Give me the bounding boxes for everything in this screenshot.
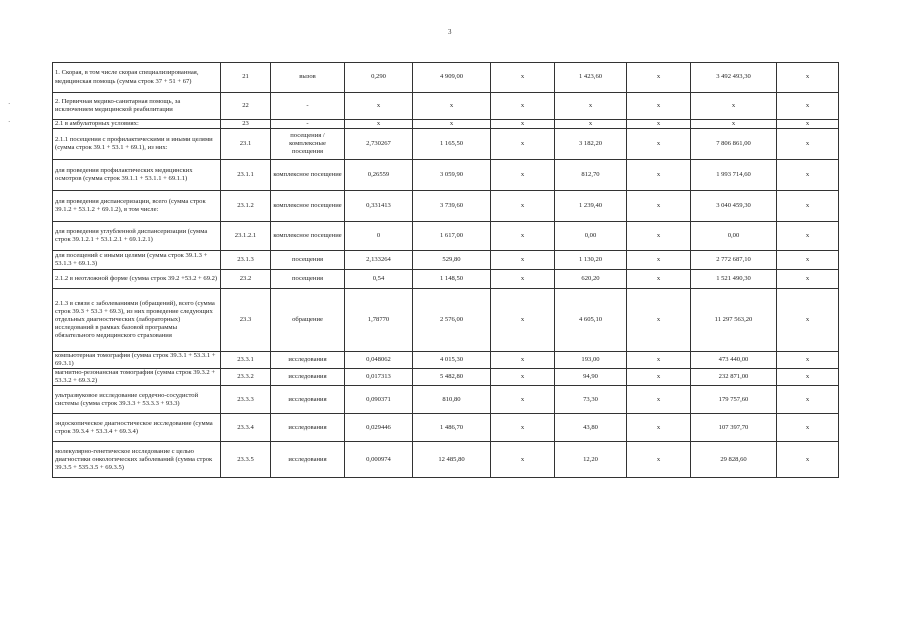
- col9-cell: 107 397,70: [691, 414, 777, 442]
- col9-cell: х: [691, 93, 777, 120]
- row-name-cell: ультразвуковое исследование сердечно-сосудистой системы (сумма строк 39.3.3 + 53.3.3 + 93.3): [53, 386, 221, 414]
- norm-cell: 0,26559: [345, 160, 413, 191]
- col8-cell: х: [627, 270, 691, 289]
- col7-cell: 1 239,40: [555, 191, 627, 222]
- table-row: [53, 251, 839, 270]
- table-row: [53, 442, 839, 478]
- col7-cell: 193,00: [555, 352, 627, 369]
- col10-cell: х: [777, 386, 839, 414]
- col8-cell: х: [627, 251, 691, 270]
- table-row: [53, 63, 839, 93]
- col9-cell: 3 492 493,30: [691, 63, 777, 93]
- row-code-cell: 23: [221, 120, 271, 129]
- col9-cell: 29 828,60: [691, 442, 777, 478]
- col7-cell: 43,80: [555, 414, 627, 442]
- table-row: [53, 289, 839, 352]
- row-code-cell: 23.3.5: [221, 442, 271, 478]
- cost-cell: х: [413, 120, 491, 129]
- col6-cell: х: [491, 93, 555, 120]
- unit-cell: исследования: [271, 414, 345, 442]
- col9-cell: 1 993 714,60: [691, 160, 777, 191]
- norm-cell: х: [345, 93, 413, 120]
- col9-cell: 473 440,00: [691, 352, 777, 369]
- tariff-table: [52, 62, 839, 478]
- unit-cell: исследования: [271, 442, 345, 478]
- cost-cell: 810,80: [413, 386, 491, 414]
- col8-cell: х: [627, 191, 691, 222]
- col10-cell: х: [777, 63, 839, 93]
- norm-cell: 2,730267: [345, 129, 413, 160]
- col8-cell: х: [627, 120, 691, 129]
- row-code-cell: 22: [221, 93, 271, 120]
- cost-cell: 5 482,80: [413, 369, 491, 386]
- row-name-cell: эндоскопическое диагностическое исследование (сумма строк 39.3.4 + 53.3.4 + 69.3.4): [53, 414, 221, 442]
- table-row: [53, 386, 839, 414]
- col10-cell: х: [777, 129, 839, 160]
- col6-cell: х: [491, 191, 555, 222]
- col10-cell: х: [777, 160, 839, 191]
- col7-cell: 12,20: [555, 442, 627, 478]
- cost-cell: 12 485,80: [413, 442, 491, 478]
- col8-cell: х: [627, 352, 691, 369]
- col7-cell: х: [555, 93, 627, 120]
- cost-cell: 3 739,60: [413, 191, 491, 222]
- row-code-cell: 23.1.2: [221, 191, 271, 222]
- cost-cell: 1 486,70: [413, 414, 491, 442]
- col10-cell: х: [777, 222, 839, 251]
- col10-cell: х: [777, 442, 839, 478]
- norm-cell: 0,54: [345, 270, 413, 289]
- cost-cell: 1 148,50: [413, 270, 491, 289]
- col9-cell: 2 772 687,10: [691, 251, 777, 270]
- col8-cell: х: [627, 160, 691, 191]
- col9-cell: х: [691, 120, 777, 129]
- norm-cell: 2,133264: [345, 251, 413, 270]
- cost-cell: 1 617,00: [413, 222, 491, 251]
- col6-cell: х: [491, 251, 555, 270]
- row-name-cell: молекулярно-генетическое исследование с целью диагностики онкологических заболеваний (сумма строк 39.3.5 + 535.3.5 + 69.3.5): [53, 442, 221, 478]
- col7-cell: 0,00: [555, 222, 627, 251]
- col9-cell: 232 871,00: [691, 369, 777, 386]
- norm-cell: 0,290: [345, 63, 413, 93]
- col6-cell: х: [491, 289, 555, 352]
- margin-mark: ·: [8, 100, 11, 108]
- col10-cell: х: [777, 369, 839, 386]
- col6-cell: х: [491, 160, 555, 191]
- norm-cell: 0,048062: [345, 352, 413, 369]
- unit-cell: посещения: [271, 251, 345, 270]
- col10-cell: х: [777, 352, 839, 369]
- unit-cell: вызов: [271, 63, 345, 93]
- col7-cell: х: [555, 120, 627, 129]
- col7-cell: 4 605,10: [555, 289, 627, 352]
- unit-cell: исследования: [271, 369, 345, 386]
- row-code-cell: 23.3.1: [221, 352, 271, 369]
- col8-cell: х: [627, 369, 691, 386]
- col9-cell: 7 806 861,00: [691, 129, 777, 160]
- col6-cell: х: [491, 414, 555, 442]
- col8-cell: х: [627, 442, 691, 478]
- col8-cell: х: [627, 414, 691, 442]
- col6-cell: х: [491, 120, 555, 129]
- table-row: [53, 352, 839, 369]
- unit-cell: -: [271, 93, 345, 120]
- row-code-cell: 23.3: [221, 289, 271, 352]
- row-code-cell: 23.1: [221, 129, 271, 160]
- row-code-cell: 21: [221, 63, 271, 93]
- col7-cell: 1 130,20: [555, 251, 627, 270]
- col8-cell: х: [627, 63, 691, 93]
- unit-cell: комплексное посещение: [271, 191, 345, 222]
- norm-cell: 0,090371: [345, 386, 413, 414]
- col9-cell: 3 040 459,30: [691, 191, 777, 222]
- row-name-cell: для проведения диспансеризации, всего (сумма строк 39.1.2 + 53.1.2 + 69.1.2), в том числе:: [53, 191, 221, 222]
- table-row: [53, 369, 839, 386]
- cost-cell: 529,80: [413, 251, 491, 270]
- unit-cell: обращение: [271, 289, 345, 352]
- col7-cell: 73,30: [555, 386, 627, 414]
- row-name-cell: для посещений с иными целями (сумма строк 39.1.3 + 53.1.3 + 69.1.3): [53, 251, 221, 270]
- col7-cell: 3 182,20: [555, 129, 627, 160]
- table-row: [53, 191, 839, 222]
- col8-cell: х: [627, 386, 691, 414]
- table-body: [53, 63, 839, 478]
- col6-cell: х: [491, 63, 555, 93]
- unit-cell: исследования: [271, 386, 345, 414]
- col8-cell: х: [627, 129, 691, 160]
- unit-cell: комплексное посещение: [271, 160, 345, 191]
- row-code-cell: 23.2: [221, 270, 271, 289]
- unit-cell: комплексное посещение: [271, 222, 345, 251]
- cost-cell: 4 909,00: [413, 63, 491, 93]
- unit-cell: посещения / комплексные посещения: [271, 129, 345, 160]
- cost-cell: 3 059,90: [413, 160, 491, 191]
- table-row: [53, 414, 839, 442]
- col10-cell: х: [777, 289, 839, 352]
- table-row: [53, 160, 839, 191]
- table-row: [53, 270, 839, 289]
- col10-cell: х: [777, 251, 839, 270]
- row-name-cell: 2.1.2 в неотложной форме (сумма строк 39.2 +53.2 + 69.2): [53, 270, 221, 289]
- col9-cell: 179 757,60: [691, 386, 777, 414]
- margin-mark: ·: [8, 118, 11, 126]
- page-number: 3: [448, 28, 452, 36]
- unit-cell: -: [271, 120, 345, 129]
- col9-cell: 0,00: [691, 222, 777, 251]
- row-code-cell: 23.3.4: [221, 414, 271, 442]
- unit-cell: исследования: [271, 352, 345, 369]
- col7-cell: 94,90: [555, 369, 627, 386]
- row-name-cell: 1. Скорая, в том числе скорая специализированная, медицинская помощь (сумма строк 37 + 51 + 67): [53, 63, 221, 93]
- col10-cell: х: [777, 191, 839, 222]
- norm-cell: 0,000974: [345, 442, 413, 478]
- row-name-cell: 2.1.1 посещения с профилактическими и иными целями (сумма строк 39.1 + 53.1 + 69.1), из них:: [53, 129, 221, 160]
- row-code-cell: 23.3.3: [221, 386, 271, 414]
- norm-cell: 1,78770: [345, 289, 413, 352]
- row-name-cell: для проведения профилактических медицинских осмотров (сумма строк 39.1.1 + 53.1.1 + 69.1.1): [53, 160, 221, 191]
- row-name-cell: 2.1.3 в связи с заболеваниями (обращений), всего (сумма строк 39.3 + 53.3 + 69.3), из них проведение следующих отдельных диагностических (лабораторных) исследований в рамках базовой программы обязательного медицинского страхования: [53, 289, 221, 352]
- col10-cell: х: [777, 120, 839, 129]
- col6-cell: х: [491, 222, 555, 251]
- col9-cell: 11 297 563,20: [691, 289, 777, 352]
- table-row: [53, 120, 839, 129]
- table-row: [53, 222, 839, 251]
- norm-cell: 0,017313: [345, 369, 413, 386]
- col9-cell: 1 521 490,30: [691, 270, 777, 289]
- cost-cell: 2 576,00: [413, 289, 491, 352]
- col6-cell: х: [491, 129, 555, 160]
- col8-cell: х: [627, 289, 691, 352]
- col7-cell: 1 423,60: [555, 63, 627, 93]
- norm-cell: 0,331413: [345, 191, 413, 222]
- col6-cell: х: [491, 369, 555, 386]
- col6-cell: х: [491, 270, 555, 289]
- table-row: [53, 93, 839, 120]
- norm-cell: 0: [345, 222, 413, 251]
- col6-cell: х: [491, 352, 555, 369]
- col7-cell: 620,20: [555, 270, 627, 289]
- cost-cell: 1 165,50: [413, 129, 491, 160]
- col10-cell: х: [777, 414, 839, 442]
- unit-cell: посещения: [271, 270, 345, 289]
- cost-cell: 4 015,30: [413, 352, 491, 369]
- col6-cell: х: [491, 442, 555, 478]
- row-code-cell: 23.1.1: [221, 160, 271, 191]
- row-name-cell: 2. Первичная медико-санитарная помощь, за исключением медицинской реабилитации: [53, 93, 221, 120]
- col10-cell: х: [777, 270, 839, 289]
- row-name-cell: компьютерная томография (сумма строк 39.3.1 + 53.3.1 + 69.3.1): [53, 352, 221, 369]
- cost-cell: х: [413, 93, 491, 120]
- col10-cell: х: [777, 93, 839, 120]
- row-code-cell: 23.1.2.1: [221, 222, 271, 251]
- row-name-cell: магнитно-резонансная томография (сумма строк 39.3.2 + 53.3.2 + 69.3.2): [53, 369, 221, 386]
- col8-cell: х: [627, 222, 691, 251]
- col7-cell: 812,70: [555, 160, 627, 191]
- table-row: [53, 129, 839, 160]
- col6-cell: х: [491, 386, 555, 414]
- norm-cell: х: [345, 120, 413, 129]
- row-name-cell: 2.1 в амбулаторных условиях:: [53, 120, 221, 129]
- row-code-cell: 23.3.2: [221, 369, 271, 386]
- col8-cell: х: [627, 93, 691, 120]
- row-code-cell: 23.1.3: [221, 251, 271, 270]
- row-name-cell: для проведения углубленной диспансеризации (сумма строк 39.1.2.1 + 53.1.2.1 + 69.1.2.1): [53, 222, 221, 251]
- norm-cell: 0,029446: [345, 414, 413, 442]
